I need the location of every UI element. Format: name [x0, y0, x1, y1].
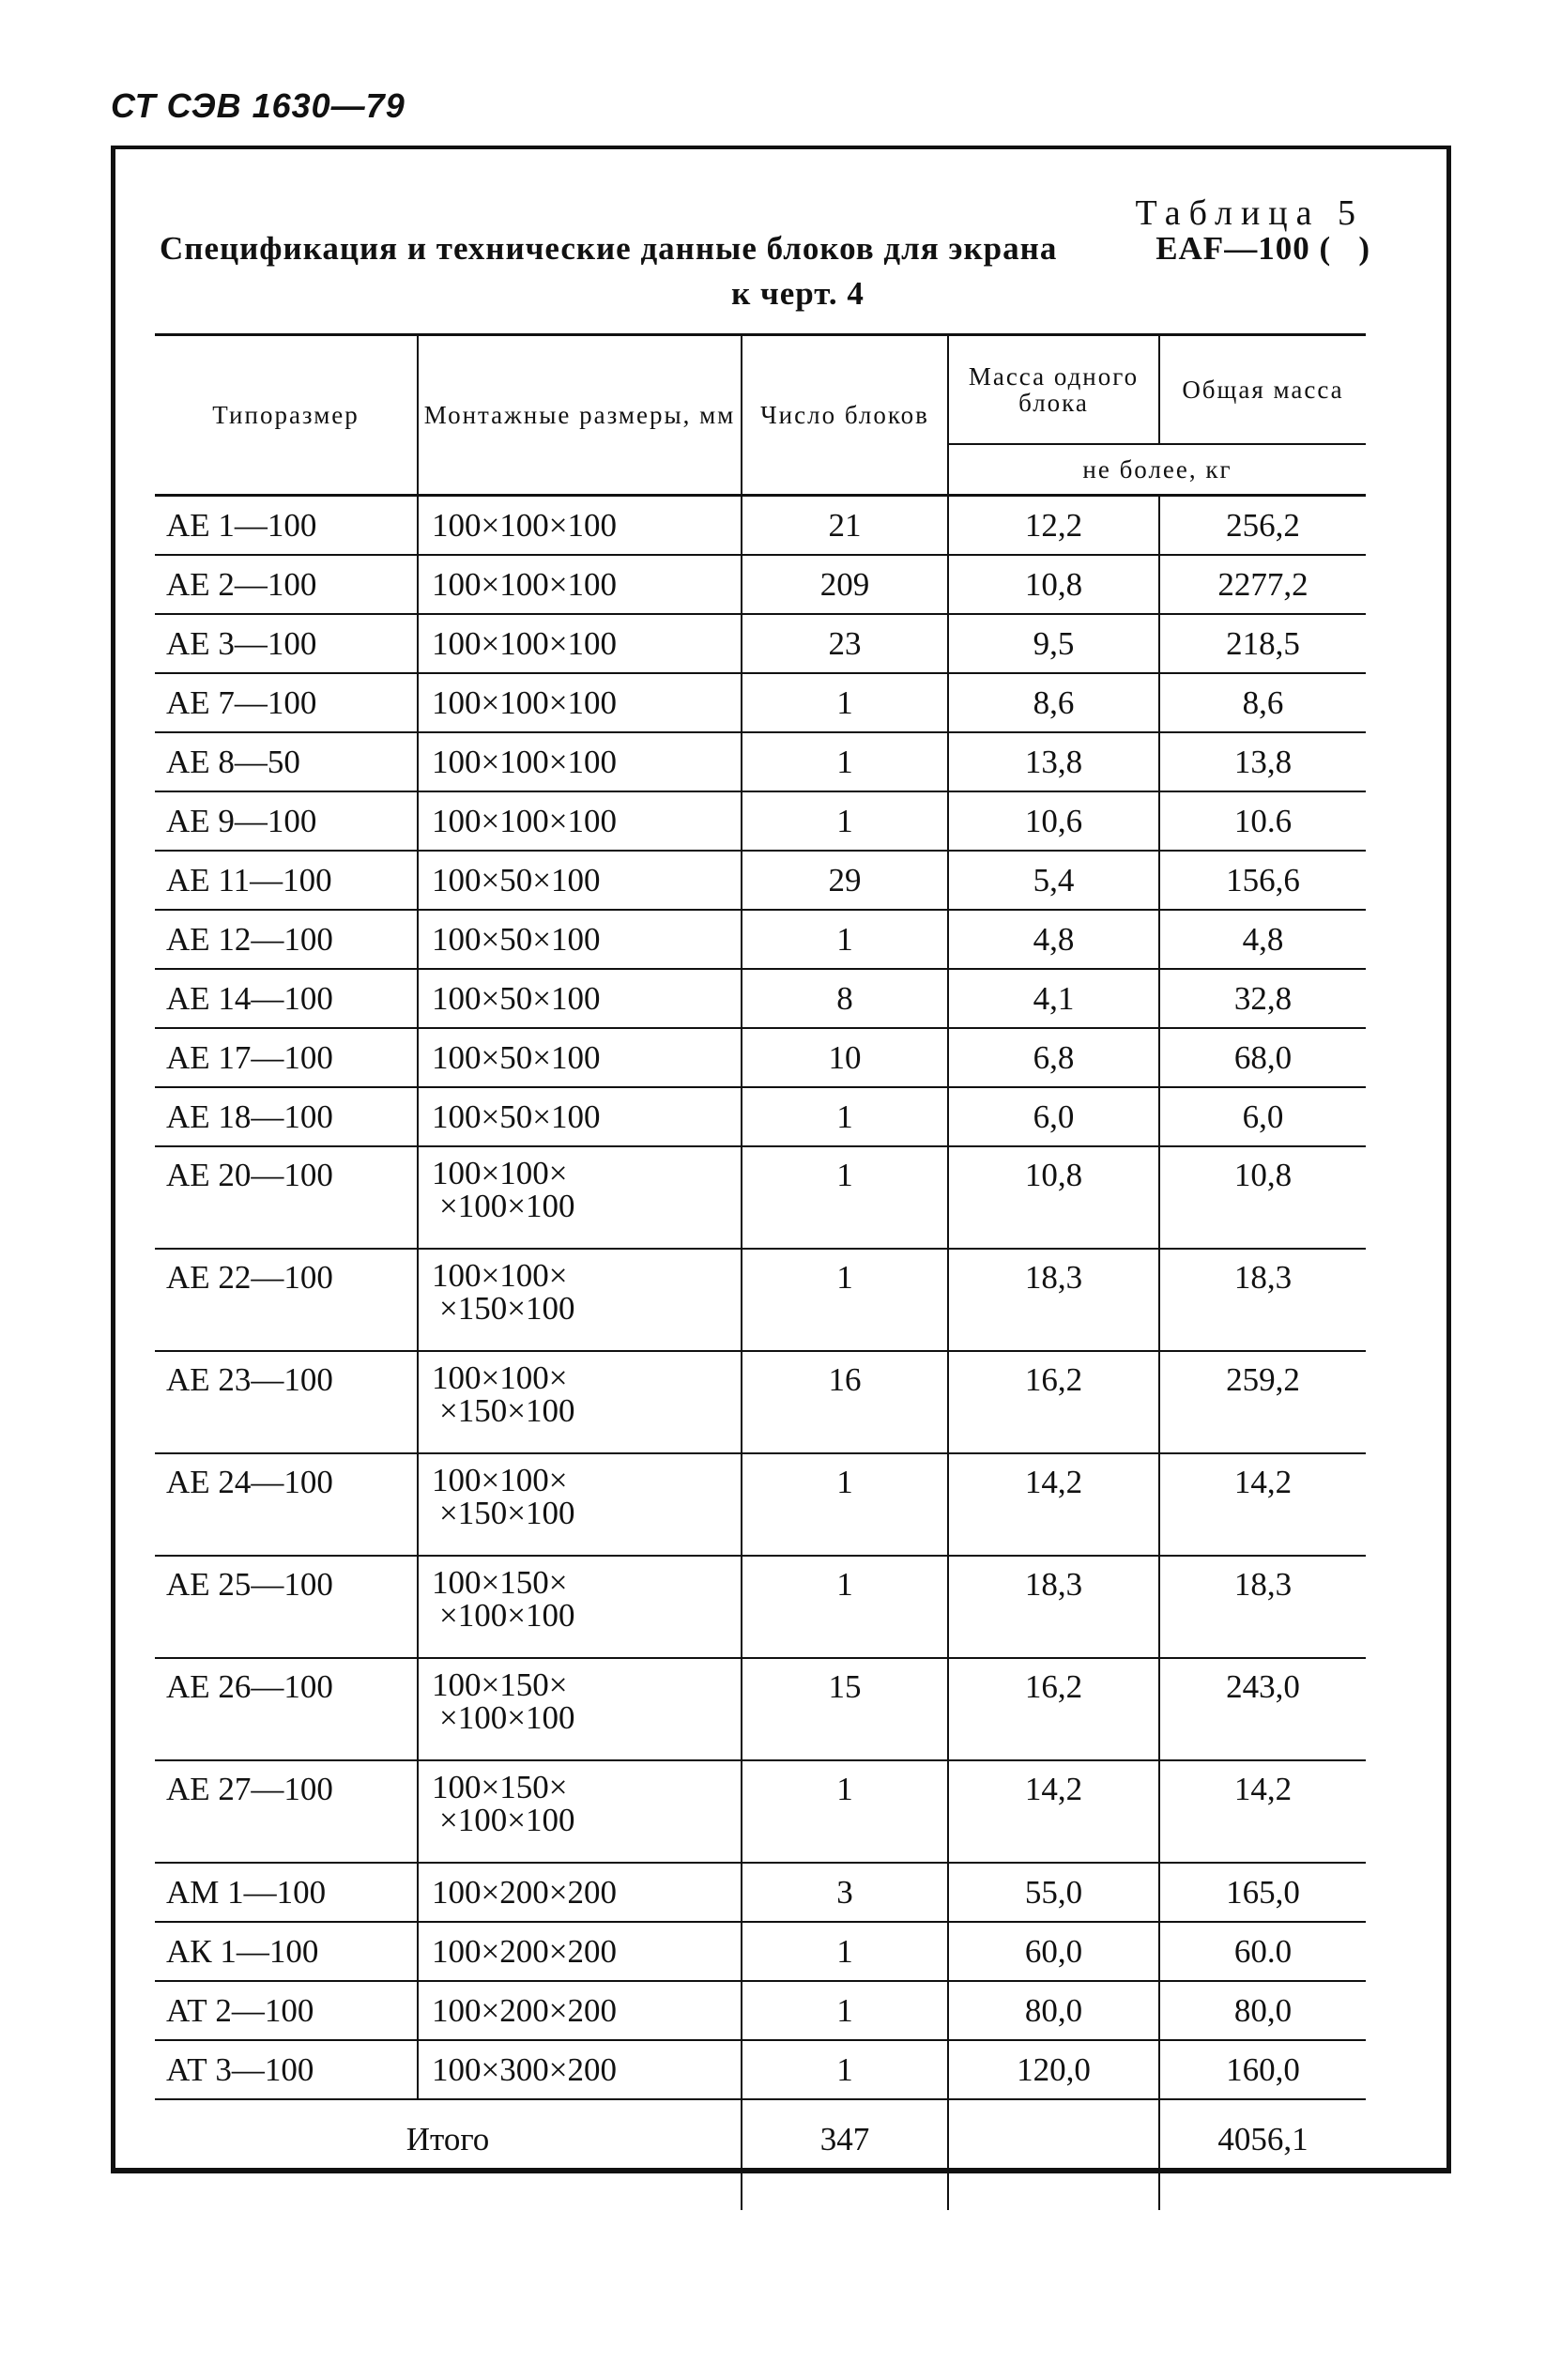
table-body — [155, 496, 1366, 2211]
total-unit-mass — [948, 2099, 1159, 2210]
dims-line: ×150×100 — [439, 1392, 575, 1429]
cell-total-mass: 243,0 — [1159, 1658, 1366, 1760]
total-mass: 4056,1 — [1159, 2099, 1366, 2210]
table-row — [155, 2040, 1366, 2099]
cell-total-mass: 18,3 — [1159, 1556, 1366, 1658]
header-count: Число блоков — [742, 335, 948, 496]
cell-unit-mass: 4,8 — [948, 910, 1159, 969]
cell-dims — [418, 1146, 742, 1249]
dims-line: 100×150× — [432, 1666, 568, 1703]
document-id: СТ СЭВ 1630—79 — [111, 86, 406, 125]
cell-dims — [418, 1658, 742, 1760]
cell-total-mass: 14,2 — [1159, 1760, 1366, 1863]
cell-dims — [418, 1556, 742, 1658]
cell-dims — [418, 1922, 742, 1981]
cell-total-mass: 156,6 — [1159, 851, 1366, 910]
table-row — [155, 1556, 1366, 1658]
cell-count: 10 — [742, 1028, 948, 1087]
cell-total-mass: 80,0 — [1159, 1981, 1366, 2040]
cell-dims — [418, 1760, 742, 1863]
dims-line: ×100×100 — [439, 1802, 575, 1838]
total-row — [155, 2099, 1366, 2210]
cell-dims — [418, 732, 742, 791]
dims-line: 100×150× — [432, 1564, 568, 1601]
total-label: Итого — [406, 2121, 490, 2157]
dims-line: ×100×100 — [439, 1188, 575, 1224]
cell-count: 1 — [742, 2040, 948, 2099]
cell-total-mass: 160,0 — [1159, 2040, 1366, 2099]
cell-unit-mass: 6,8 — [948, 1028, 1159, 1087]
table-row — [155, 1658, 1366, 1760]
cell-unit-mass: 8,6 — [948, 673, 1159, 732]
table-row — [155, 673, 1366, 732]
cell-unit-mass: 120,0 — [948, 2040, 1159, 2099]
cell-type: АЕ 17—100 — [155, 1028, 418, 1087]
cell-dims — [418, 910, 742, 969]
cell-dims — [418, 1028, 742, 1087]
table-row — [155, 732, 1366, 791]
table-row — [155, 1922, 1366, 1981]
table-row — [155, 1028, 1366, 1087]
cell-type: АЕ 25—100 — [155, 1556, 418, 1658]
cell-total-mass: 8,6 — [1159, 673, 1366, 732]
dims-line: ×150×100 — [439, 1495, 575, 1531]
total-count: 347 — [742, 2099, 948, 2210]
table-number: Таблица 5 — [1135, 193, 1364, 233]
table-row — [155, 555, 1366, 614]
cell-unit-mass: 16,2 — [948, 1351, 1159, 1453]
cell-type: АТ 3—100 — [155, 2040, 418, 2099]
caption-code: EAF—100 ( — [1155, 230, 1332, 267]
dims-line: 100×50×100 — [432, 980, 601, 1017]
cell-total-mass: 6,0 — [1159, 1087, 1366, 1146]
cell-count: 1 — [742, 910, 948, 969]
cell-unit-mass: 18,3 — [948, 1249, 1159, 1351]
cell-dims — [418, 1863, 742, 1922]
cell-type: АЕ 1—100 — [155, 496, 418, 556]
dims-line: 100×50×100 — [432, 862, 601, 898]
cell-type: АМ 1—100 — [155, 1863, 418, 1922]
cell-count: 209 — [742, 555, 948, 614]
dims-line: 100×100× — [432, 1155, 568, 1191]
cell-unit-mass: 10,8 — [948, 555, 1159, 614]
table-row — [155, 1351, 1366, 1453]
cell-unit-mass: 14,2 — [948, 1760, 1159, 1863]
cell-total-mass: 256,2 — [1159, 496, 1366, 556]
cell-unit-mass: 55,0 — [948, 1863, 1159, 1922]
dims-line: ×100×100 — [439, 1699, 575, 1736]
cell-total-mass: 165,0 — [1159, 1863, 1366, 1922]
cell-unit-mass: 14,2 — [948, 1453, 1159, 1556]
cell-type: АЕ 23—100 — [155, 1351, 418, 1453]
dims-line: 100×200×200 — [432, 1874, 617, 1911]
dims-line: 100×100× — [432, 1257, 568, 1294]
cell-total-mass: 10,8 — [1159, 1146, 1366, 1249]
cell-type: АЕ 24—100 — [155, 1453, 418, 1556]
dims-line: ×100×100 — [439, 1597, 575, 1634]
cell-count: 1 — [742, 1249, 948, 1351]
cell-dims — [418, 791, 742, 851]
dims-line: 100×100×100 — [432, 566, 617, 603]
cell-total-mass: 14,2 — [1159, 1453, 1366, 1556]
dims-line: 100×100× — [432, 1359, 568, 1396]
cell-type: АЕ 12—100 — [155, 910, 418, 969]
cell-count: 29 — [742, 851, 948, 910]
table-row — [155, 791, 1366, 851]
cell-total-mass: 2277,2 — [1159, 555, 1366, 614]
dims-line: 100×50×100 — [432, 1039, 601, 1076]
dims-line: 100×200×200 — [432, 1933, 617, 1970]
dims-line: 100×200×200 — [432, 1992, 617, 2029]
table-row — [155, 1146, 1366, 1249]
cell-unit-mass: 60,0 — [948, 1922, 1159, 1981]
dims-line: 100×50×100 — [432, 921, 601, 958]
dims-line: 100×300×200 — [432, 2051, 617, 2088]
header-total-mass: Общая масса — [1159, 335, 1366, 445]
cell-dims — [418, 1453, 742, 1556]
cell-count: 1 — [742, 1146, 948, 1249]
cell-unit-mass: 5,4 — [948, 851, 1159, 910]
cell-unit-mass: 18,3 — [948, 1556, 1159, 1658]
cell-unit-mass: 9,5 — [948, 614, 1159, 673]
cell-type: АЕ 2—100 — [155, 555, 418, 614]
cell-total-mass: 68,0 — [1159, 1028, 1366, 1087]
dims-line: 100×150× — [432, 1769, 568, 1805]
cell-unit-mass: 16,2 — [948, 1658, 1159, 1760]
cell-unit-mass: 10,6 — [948, 791, 1159, 851]
cell-type: АТ 2—100 — [155, 1981, 418, 2040]
dims-line: 100×100× — [432, 1462, 568, 1498]
cell-total-mass: 259,2 — [1159, 1351, 1366, 1453]
table-row — [155, 1863, 1366, 1922]
cell-count: 1 — [742, 1760, 948, 1863]
table-row — [155, 614, 1366, 673]
spec-table — [155, 333, 1366, 2210]
cell-type: АЕ 27—100 — [155, 1760, 418, 1863]
cell-dims — [418, 2040, 742, 2099]
cell-type: АЕ 7—100 — [155, 673, 418, 732]
caption-text: Спецификация и технические данные блоков для экрана — [160, 230, 1058, 267]
cell-count: 23 — [742, 614, 948, 673]
cell-count: 1 — [742, 1087, 948, 1146]
cell-count: 1 — [742, 1981, 948, 2040]
cell-unit-mass: 80,0 — [948, 1981, 1159, 2040]
cell-count: 8 — [742, 969, 948, 1028]
cell-type: АЕ 11—100 — [155, 851, 418, 910]
cell-unit-mass: 13,8 — [948, 732, 1159, 791]
cell-dims — [418, 851, 742, 910]
cell-count: 1 — [742, 1453, 948, 1556]
cell-total-mass: 4,8 — [1159, 910, 1366, 969]
cell-dims — [418, 1351, 742, 1453]
cell-count: 1 — [742, 673, 948, 732]
dims-line: ×150×100 — [439, 1290, 575, 1327]
cell-total-mass: 32,8 — [1159, 969, 1366, 1028]
cell-dims — [418, 1981, 742, 2040]
header-mass-units: не более, кг — [948, 444, 1366, 496]
cell-type: АЕ 20—100 — [155, 1146, 418, 1249]
cell-type: АЕ 14—100 — [155, 969, 418, 1028]
cell-dims — [418, 1249, 742, 1351]
cell-type: АЕ 26—100 — [155, 1658, 418, 1760]
table-row — [155, 969, 1366, 1028]
dims-line: 100×100×100 — [432, 684, 617, 721]
table-row — [155, 496, 1366, 556]
cell-total-mass: 60.0 — [1159, 1922, 1366, 1981]
table-row — [155, 1981, 1366, 2040]
cell-total-mass: 10.6 — [1159, 791, 1366, 851]
cell-count: 1 — [742, 1922, 948, 1981]
cell-count: 15 — [742, 1658, 948, 1760]
cell-total-mass: 13,8 — [1159, 732, 1366, 791]
dims-line: 100×100×100 — [432, 507, 617, 544]
table-row — [155, 1453, 1366, 1556]
table-caption — [160, 230, 1370, 313]
cell-type: АЕ 9—100 — [155, 791, 418, 851]
caption-paren: ) — [1358, 230, 1370, 267]
header-type: Типоразмер — [155, 335, 418, 496]
table-row — [155, 910, 1366, 969]
cell-count: 16 — [742, 1351, 948, 1453]
cell-type: АЕ 3—100 — [155, 614, 418, 673]
cell-dims — [418, 1087, 742, 1146]
dims-line: 100×100×100 — [432, 803, 617, 839]
cell-dims — [418, 496, 742, 556]
cell-total-mass: 18,3 — [1159, 1249, 1366, 1351]
cell-count: 1 — [742, 1556, 948, 1658]
header-unit-mass: Масса одного блока — [948, 335, 1159, 445]
cell-dims — [418, 969, 742, 1028]
cell-dims — [418, 614, 742, 673]
cell-type: АЕ 8—50 — [155, 732, 418, 791]
caption-code-group — [1155, 230, 1370, 268]
dims-line: 100×50×100 — [432, 1098, 601, 1135]
cell-unit-mass: 10,8 — [948, 1146, 1159, 1249]
header-dims: Монтажные размеры, мм — [418, 335, 742, 496]
table-row — [155, 1087, 1366, 1146]
cell-count: 1 — [742, 791, 948, 851]
cell-count: 1 — [742, 732, 948, 791]
table-row — [155, 1760, 1366, 1863]
dims-line: 100×100×100 — [432, 744, 617, 780]
cell-dims — [418, 555, 742, 614]
cell-count: 21 — [742, 496, 948, 556]
cell-unit-mass: 6,0 — [948, 1087, 1159, 1146]
cell-count: 3 — [742, 1863, 948, 1922]
cell-total-mass: 218,5 — [1159, 614, 1366, 673]
cell-type: АЕ 18—100 — [155, 1087, 418, 1146]
dims-line: 100×100×100 — [432, 625, 617, 662]
cell-unit-mass: 12,2 — [948, 496, 1159, 556]
cell-type: АК 1—100 — [155, 1922, 418, 1981]
table-row — [155, 1249, 1366, 1351]
cell-type: АЕ 22—100 — [155, 1249, 418, 1351]
cell-unit-mass: 4,1 — [948, 969, 1159, 1028]
cell-dims — [418, 673, 742, 732]
table-row — [155, 851, 1366, 910]
caption-drawing-ref: к черт. 4 — [731, 275, 865, 312]
